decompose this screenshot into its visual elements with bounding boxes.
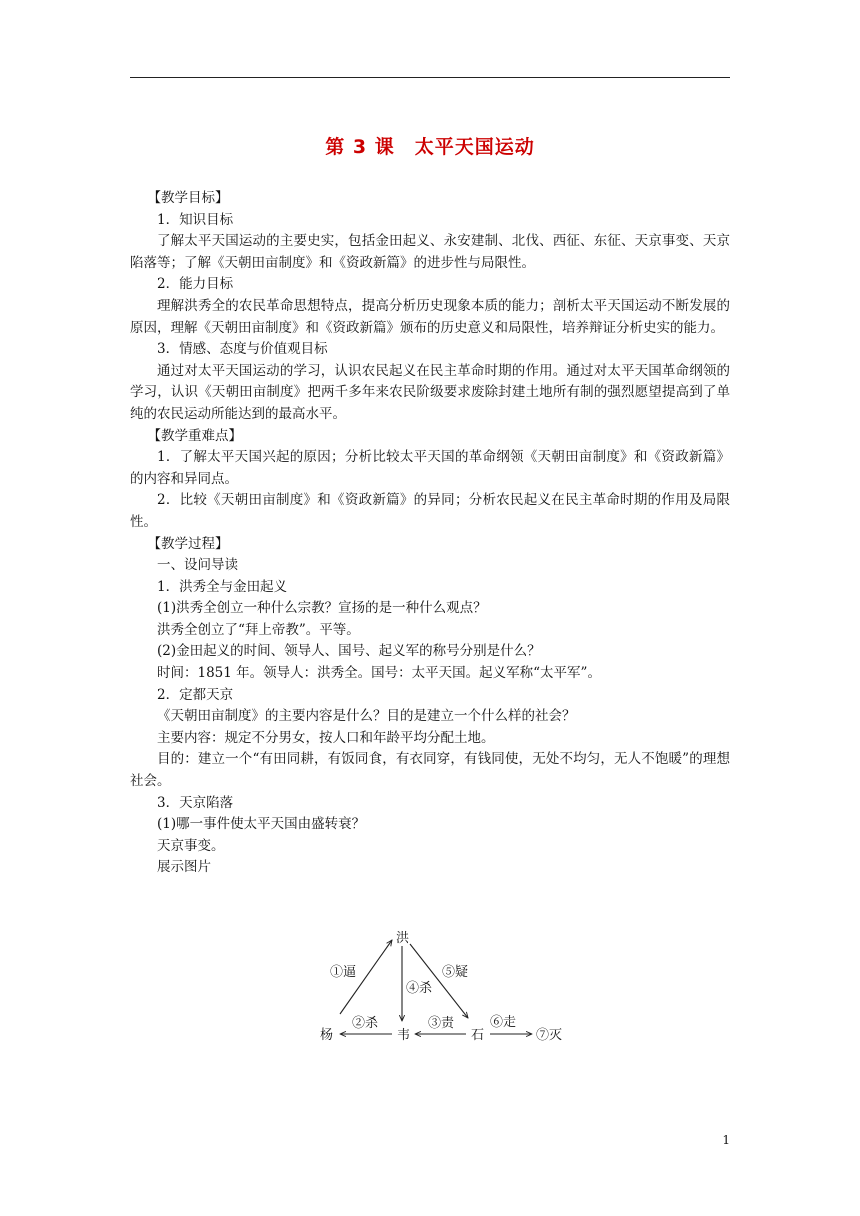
paragraph: 2．比较《天朝田亩制度》和《资政新篇》的异同；分析农民起义在民主革命时期的作用及局限性。: [130, 492, 730, 530]
edge-label-zou: ⑥走: [490, 1015, 517, 1030]
paragraph: 了解太平天国运动的主要史实，包括金田起义、永安建制、北伐、西征、东征、天京事变、天京陷落等；了解《天朝田亩制度》和《资政新篇》的进步性与局限性。: [130, 233, 730, 271]
question: (2)金田起义的时间、领导人、国号、起义军的称号分别是什么？: [157, 643, 541, 660]
header-rule: [130, 77, 730, 78]
node-yang: 杨: [320, 1028, 334, 1043]
node-hong: 洪: [396, 931, 410, 946]
edge-label-yi: ⑤疑: [442, 965, 469, 980]
subheading: 1．知识目标: [157, 211, 234, 228]
answer: 主要内容：规定不分男女，按人口和年龄平均分配土地。: [157, 729, 495, 746]
subheading: 2．能力目标: [157, 276, 234, 293]
node-mie: ⑦灭: [536, 1028, 563, 1043]
answer: 天京事变。: [157, 837, 225, 854]
subheading: 2．定都天京: [157, 686, 234, 703]
paragraph: 理解洪秀全的农民革命思想特点，提高分析历史现象本质的能力；剖析太平天国运动不断发展的原因，理解《天朝田亩制度》和《资政新篇》颁布的历史意义和局限性，培养辩证分析史实的能力。: [130, 297, 730, 336]
paragraph: 展示图片: [157, 859, 211, 876]
section-heading: 【教学重难点】: [147, 427, 243, 444]
answer: 目的：建立一个“有田同耕，有饭同食，有衣同穿，有钱同使，无处不均匀，无人不饱暖”的理想社会。: [130, 751, 730, 790]
question: (1)洪秀全创立一种什么宗教？宣扬的是一种什么观点？: [157, 600, 487, 617]
paragraph: 通过对太平天国运动的学习，认识农民起义在民主革命时期的作用。通过对太平天国革命纲领的学习，认识《天朝田亩制度》把两千多年来农民阶级要求废除封建土地所有制的强烈愿望提高到了单纯的农民运动所能达到的最高水平。: [130, 362, 730, 422]
subheading: 3．天京陷落: [157, 794, 234, 811]
question: (1)哪一事件使太平天国由盛转衰？: [157, 816, 366, 833]
answer: 时间：1851 年。领导人：洪秀全。国号：太平天国。起义军称“太平军”。: [157, 665, 601, 682]
paragraph: 1．了解太平天国兴起的原因；分析比较太平天国的革命纲领《天朝田亩制度》和《资政新篇》的内容和异同点。: [130, 449, 730, 487]
subheading: 3．情感、态度与价值观目标: [157, 341, 328, 358]
section-heading: 【教学过程】: [147, 535, 229, 552]
document-body: [130, 188, 730, 879]
edge-label-bi: ①逼: [330, 965, 357, 980]
subheading: 1．洪秀全与金田起义: [157, 578, 288, 595]
page-number: 1: [722, 1133, 730, 1147]
edge-label-sha-4: ④杀: [406, 981, 433, 996]
tianjing-incident-diagram: [320, 928, 570, 1046]
subheading: 一、设问导读: [157, 557, 238, 574]
section-heading: 【教学目标】: [147, 190, 229, 206]
node-shi: 石: [471, 1028, 485, 1043]
page-title: 第 3 课 太平天国运动: [325, 136, 535, 158]
node-wei: 韦: [397, 1028, 411, 1043]
answer: 洪秀全创立了“拜上帝教”。平等。: [157, 621, 360, 638]
edge-label-sha-2: ②杀: [352, 1016, 379, 1031]
edge-label-ze: ③责: [428, 1016, 455, 1031]
question: 《天朝田亩制度》的主要内容是什么？目的是建立一个什么样的社会？: [157, 708, 576, 725]
